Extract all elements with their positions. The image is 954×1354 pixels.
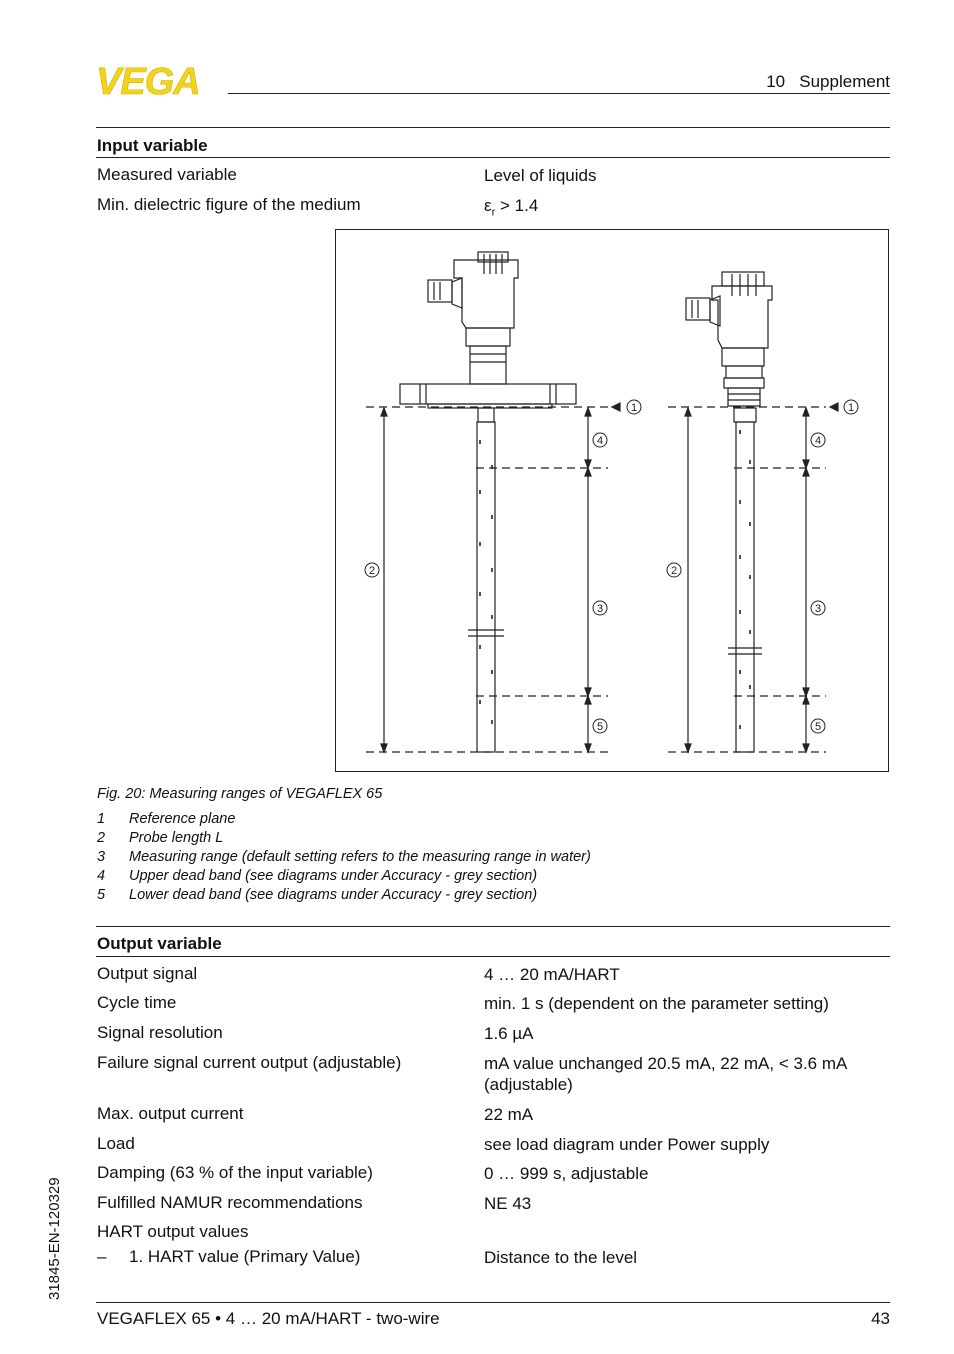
callout-3-left: 3 bbox=[596, 603, 604, 615]
callout-4-right: 4 bbox=[814, 435, 822, 447]
flange-probe bbox=[366, 252, 620, 752]
probe-drawing bbox=[336, 230, 888, 771]
sub-row-label: 1. HART value (Primary Value) bbox=[129, 1247, 361, 1266]
footer-rule bbox=[96, 1302, 890, 1303]
legend-text: Reference plane bbox=[129, 811, 236, 827]
spec-value: 22 mA bbox=[484, 1105, 534, 1124]
spec-value: 4 … 20 mA/HART bbox=[484, 965, 620, 984]
legend-text: Probe length L bbox=[129, 830, 224, 846]
callout-1-left: 1 bbox=[630, 402, 638, 414]
callout-5-left: 5 bbox=[596, 721, 604, 733]
legend-num: 1 bbox=[97, 811, 106, 827]
spec-label: Signal resolution bbox=[97, 1023, 223, 1042]
legend-num: 2 bbox=[97, 830, 106, 846]
measuring-range-figure bbox=[335, 229, 889, 772]
section-top-rule bbox=[96, 926, 890, 927]
spec-label: Cycle time bbox=[97, 993, 177, 1012]
header-rule bbox=[228, 93, 890, 94]
spec-label: Fulfilled NAMUR recommendations bbox=[97, 1193, 363, 1212]
spec-label: Output signal bbox=[97, 964, 198, 983]
spec-label: Load bbox=[97, 1134, 135, 1153]
section-title-rule bbox=[96, 157, 890, 158]
measured-variable-label: Measured variable bbox=[97, 165, 237, 184]
section-title-rule bbox=[96, 956, 890, 957]
page-number: 43 bbox=[871, 1309, 890, 1328]
spec-value: NE 43 bbox=[484, 1194, 532, 1213]
spec-value: see load diagram under Power supply bbox=[484, 1135, 770, 1154]
callout-2-right: 2 bbox=[670, 565, 678, 577]
output-variable-title: Output variable bbox=[97, 934, 222, 953]
spec-label: Damping (63 % of the input variable) bbox=[97, 1163, 373, 1182]
spec-value: 0 … 999 s, adjustable bbox=[484, 1164, 649, 1183]
epsilon-symbol: ε bbox=[484, 196, 492, 215]
dielectric-label: Min. dielectric figure of the medium bbox=[97, 195, 361, 214]
thread-probe bbox=[668, 272, 838, 752]
sub-row-value: Distance to the level bbox=[484, 1248, 638, 1267]
header-section: 10 Supplement bbox=[766, 72, 890, 91]
callout-3-right: 3 bbox=[814, 603, 822, 615]
spec-label: Max. output current bbox=[97, 1104, 244, 1123]
section-top-rule bbox=[96, 127, 890, 128]
measured-variable-value: Level of liquids bbox=[484, 166, 597, 185]
vega-logo bbox=[96, 64, 220, 98]
sub-row-dash: – bbox=[97, 1247, 107, 1266]
legend-text: Upper dead band (see diagrams under Accuracy - grey section) bbox=[129, 868, 538, 884]
callout-1-right: 1 bbox=[847, 402, 855, 414]
spec-label: Failure signal current output (adjustable) bbox=[97, 1053, 402, 1072]
spec-value: 1.6 µA bbox=[484, 1024, 534, 1043]
dielectric-value bbox=[484, 195, 890, 223]
legend-num: 5 bbox=[97, 887, 106, 903]
legend-num: 3 bbox=[97, 849, 106, 865]
figure-caption: Fig. 20: Measuring ranges of VEGAFLEX 65 bbox=[97, 786, 383, 802]
epsilon-subscript: r bbox=[491, 206, 496, 219]
legend-text: Measuring range (default setting refers to the measuring range in water) bbox=[129, 849, 591, 865]
callout-4-left: 4 bbox=[596, 435, 604, 447]
spec-value: min. 1 s (dependent on the parameter setting) bbox=[484, 994, 829, 1013]
spec-value: mA value unchanged 20.5 mA, 22 mA, < 3.6 mA (adjustable) bbox=[484, 1054, 847, 1094]
callout-2-left: 2 bbox=[368, 565, 376, 577]
dielectric-rest: > 1.4 bbox=[495, 196, 539, 215]
legend-num: 4 bbox=[97, 868, 106, 884]
footer-product: VEGAFLEX 65 • 4 … 20 mA/HART - two-wire bbox=[97, 1309, 440, 1328]
callout-5-right: 5 bbox=[814, 721, 822, 733]
input-variable-title: Input variable bbox=[97, 136, 208, 155]
spec-label: HART output values bbox=[97, 1222, 249, 1241]
document-code: 31845-EN-120329 bbox=[46, 1177, 63, 1300]
logo-text: VEGA bbox=[96, 64, 200, 98]
legend-text: Lower dead band (see diagrams under Accuracy - grey section) bbox=[129, 887, 538, 903]
